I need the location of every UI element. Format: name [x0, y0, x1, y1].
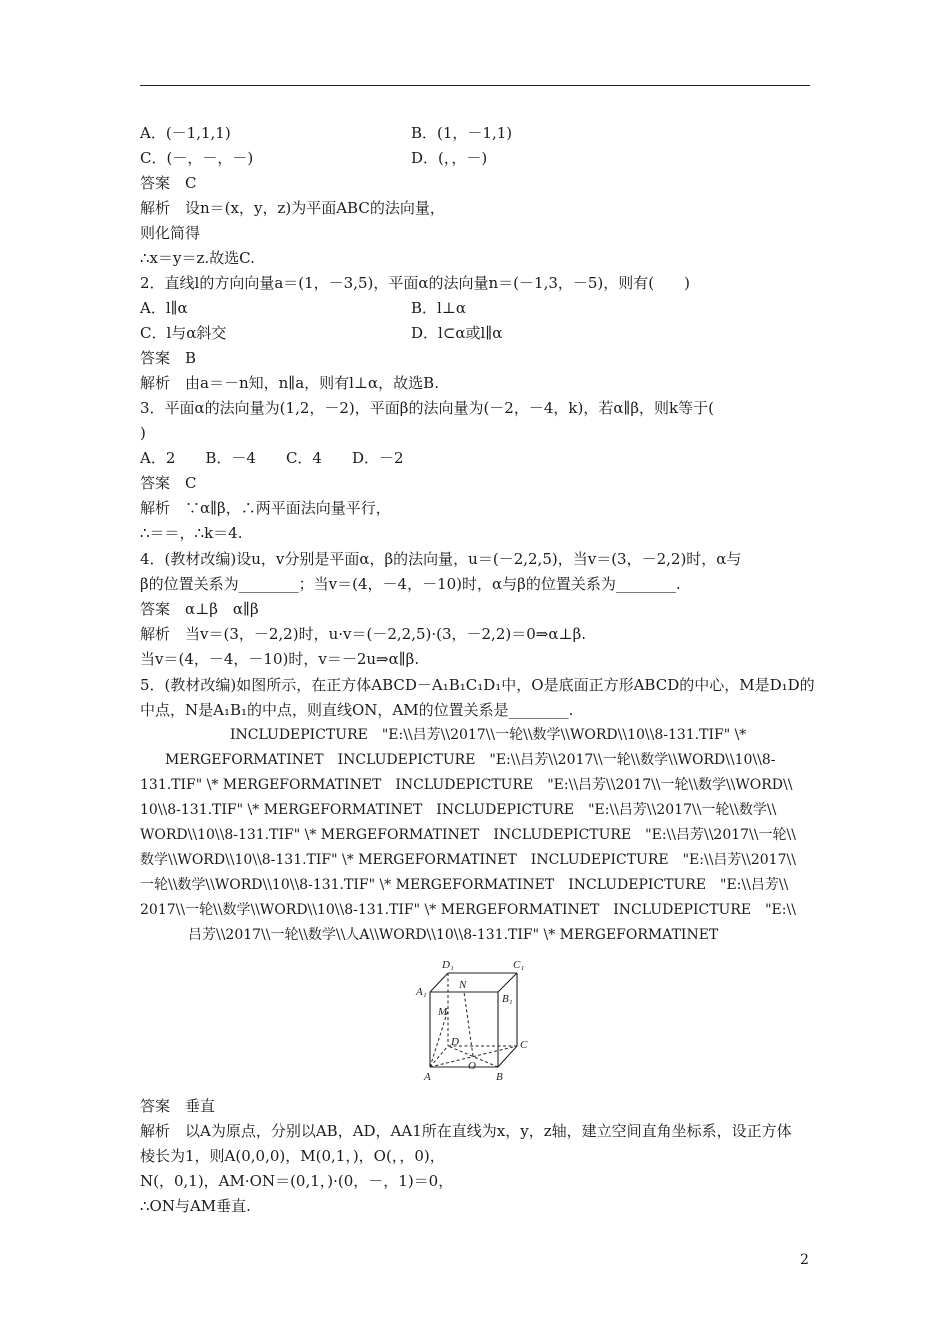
label-b1: B₁ [502, 993, 513, 1005]
q4-stem-line1: 4．(教材改编)设u，v分别是平面α，β的法向量，u＝(－2,2,5)，当v＝(3，－2,2)时，α与 [140, 550, 742, 568]
q1-option-c: C．(－，－，－) [140, 149, 254, 167]
q2-stem: 2．直线l的方向向量a＝(1，－3,5)，平面α的法向量n＝(－1,3，－5)，则有( ) [140, 274, 690, 292]
edge-b-c [498, 1046, 517, 1067]
label-d1: D₁ [442, 959, 454, 971]
cube-figure [412, 955, 540, 1085]
field-code-line: INCLUDEPICTURE "E:\\吕芳\\2017\\一轮\\数学\\WORD\\10\\8-131.TIF" \* [230, 727, 747, 743]
field-code-line: WORD\\10\\8-131.TIF" \* MERGEFORMATINET INCLUDEPICTURE "E:\\吕芳\\2017\\一轮\\ [140, 827, 796, 843]
q1-analysis-line1: 解析 设n＝(x，y，z)为平面ABC的法向量， [140, 199, 445, 217]
q2-option-d: D．l⊂α或l∥α [411, 324, 503, 342]
q1-option-b: B．(1，－1,1) [411, 124, 513, 142]
segment-a-m [430, 1010, 448, 1067]
q1-analysis-line2: 则化简得 [140, 224, 201, 242]
q5-stem-line2: 中点，N是A₁B₁的中点，则直线ON，AM的位置关系是________. [140, 701, 574, 719]
q1-option-d: D．(，，－) [411, 149, 488, 167]
label-a1: A₁ [416, 986, 427, 998]
field-code-line: 一轮\\数学\\WORD\\10\\8-131.TIF" \* MERGEFORMATINET INCLUDEPICTURE "E:\\吕芳\\ [140, 877, 789, 893]
q2-option-c: C．l与α斜交 [140, 324, 227, 342]
q4-stem-line2: β的位置关系为________；当v＝(4，－4，－10)时，α与β的位置关系为________. [140, 575, 681, 593]
q2-option-a: A．l∥α [140, 299, 188, 317]
label-n: N [459, 979, 467, 991]
label-c: C [520, 1039, 528, 1051]
q2-option-b: B．l⊥α [411, 299, 467, 317]
q3-stem-line1: 3．平面α的法向量为(1,2，－2)，平面β的法向量为(－2，－4，k)，若α∥β，则k等于( [140, 399, 715, 417]
q5-analysis-line2: 棱长为1，则A(0,0,0)，M(0,1，)，O(，，0)， [140, 1147, 445, 1165]
q4-analysis-line2: 当v＝(4，－4，－10)时，v＝－2u⇒α∥β. [140, 650, 420, 668]
q5-analysis-line3: N(，0,1)，AM·ON＝(0,1，)·(0，－，1)＝0， [140, 1172, 454, 1190]
q3-stem-line2: ) [140, 424, 146, 442]
q5-answer: 答案 垂直 [140, 1097, 216, 1115]
edge-a-d [430, 1046, 448, 1067]
q2-answer: 答案 B [140, 349, 197, 367]
q3-analysis-line1: 解析 ∵α∥β，∴两平面法向量平行， [140, 499, 391, 517]
label-b: B [496, 1071, 503, 1083]
label-m: M [438, 1006, 448, 1018]
q1-option-a: A．(－1,1,1) [140, 124, 231, 142]
header-rule [140, 85, 810, 86]
q5-analysis-line1: 解析 以A为原点，分别以AB，AD，AA1所在直线为x，y，z轴，建立空间直角坐标系，设正方体 [140, 1122, 792, 1140]
label-a: A [424, 1071, 431, 1083]
edge-a1-d1 [430, 973, 448, 992]
q5-stem-line1: 5．(教材改编)如图所示，在正方体ABCD－A₁B₁C₁D₁中，O是底面正方形ABCD的中心，M是D₁D的 [140, 676, 815, 694]
q4-analysis-line1: 解析 当v＝(3，－2,2)时，u·v＝(－2,2,5)·(3，－2,2)＝0⇒α⊥β. [140, 625, 587, 643]
field-code-line: MERGEFORMATINET INCLUDEPICTURE "E:\\吕芳\\2017\\一轮\\数学\\WORD\\10\\8- [165, 752, 776, 768]
q2-analysis: 解析 由a＝－n知，n∥a，则有l⊥α，故选B. [140, 374, 439, 392]
label-c1: C₁ [513, 959, 525, 971]
q1-analysis-line3: ∴x＝y＝z.故选C. [140, 249, 255, 267]
field-code-line: 2017\\一轮\\数学\\WORD\\10\\8-131.TIF" \* MERGEFORMATINET INCLUDEPICTURE "E:\\ [140, 902, 796, 918]
q3-analysis-line2: ∴＝＝，∴k＝4. [140, 524, 243, 542]
page-number: 2 [800, 1252, 809, 1268]
q1-answer: 答案 C [140, 174, 197, 192]
q5-analysis-line4: ∴ON与AM垂直. [140, 1197, 251, 1215]
field-code-line: 10\\8-131.TIF" \* MERGEFORMATINET INCLUDEPICTURE "E:\\吕芳\\2017\\一轮\\数学\\ [140, 802, 777, 818]
label-d: D [451, 1036, 459, 1048]
field-code-line: 吕芳\\2017\\一轮\\数学\\人A\\WORD\\10\\8-131.TIF" \* MERGEFORMATINET [188, 927, 719, 943]
q3-answer: 答案 C [140, 474, 197, 492]
field-code-line: 数学\\WORD\\10\\8-131.TIF" \* MERGEFORMATINET INCLUDEPICTURE "E:\\吕芳\\2017\\ [140, 852, 796, 868]
edge-b1-c1 [498, 973, 517, 992]
field-code-line: 131.TIF" \* MERGEFORMATINET INCLUDEPICTURE "E:\\吕芳\\2017\\一轮\\数学\\WORD\\ [140, 777, 793, 793]
q3-options: A．2 B．－4 C．4 D．－2 [140, 449, 404, 467]
q4-answer: 答案 α⊥β α∥β [140, 600, 259, 618]
label-o: O [468, 1060, 476, 1072]
